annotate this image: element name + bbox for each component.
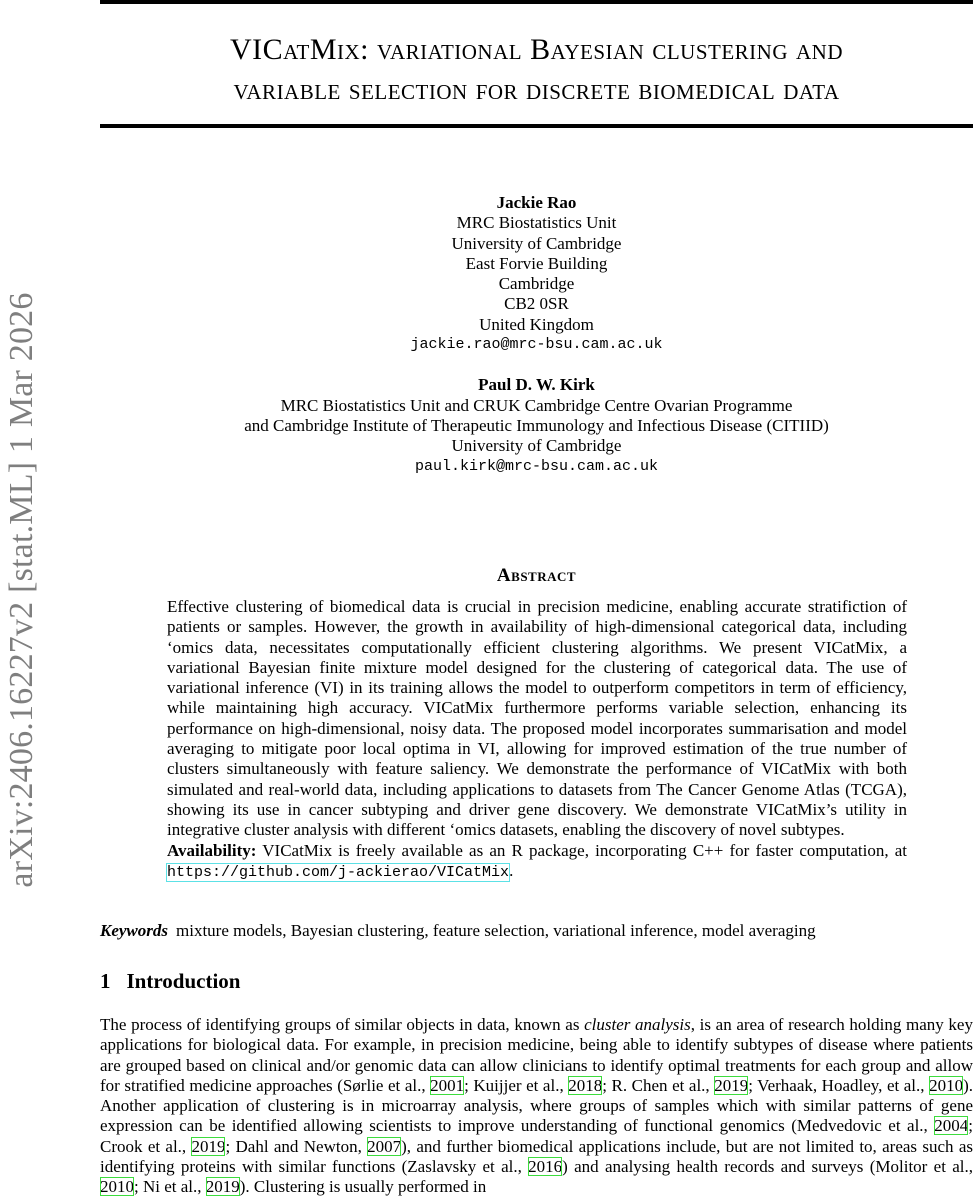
title-line-1: VICatMix: variational Bayesian clustering and [229,33,843,66]
arxiv-identifier-stamp: arXiv:2406.16227v2 [stat.ML] 1 Mar 2026 [3,292,40,888]
keywords-line [100,921,973,941]
section-title: Introduction [126,969,241,993]
availability-statement [167,841,907,884]
citation-link[interactable]: 2019 [191,1136,226,1156]
author-affiliation-line: MRC Biostatistics Unit and CRUK Cambridge Centre Ovarian Programme [280,395,793,415]
keywords-text: mixture models, Bayesian clustering, feature selection, variational inference, model averaging [176,921,816,940]
intro-text: ) and analysing health records and surveys (Molitor et al., [562,1157,973,1177]
abstract-body [167,597,907,883]
citation-link[interactable]: 2018 [568,1075,603,1095]
intro-text: ; Dahl and Newton, [225,1136,368,1156]
author-list [100,193,973,497]
author-name: Jackie Rao [496,193,577,212]
citation-link[interactable]: 2004 [934,1116,969,1136]
author-affiliation-line: University of Cambridge [451,233,622,253]
intro-text: ). Clustering is usually performed in [239,1177,487,1197]
section-number: 1 [100,969,111,993]
intro-text: ; Verhaak, Hoadley, et al., [748,1075,930,1095]
author-affiliation-line: MRC Biostatistics Unit [456,213,617,233]
availability-label: Availability: [167,840,257,860]
github-link[interactable]: https://github.com/j-ackierao/VICatMix [167,863,510,881]
author-block [100,193,973,355]
citation-link[interactable]: 2007 [367,1136,402,1156]
intro-text: ). Another application of clustering is in microarray analysis, where groups of samples which with similar patterns of gene expression can be identified allowing scientists to improve understanding of functional genomics (Medvedovic et al., [100,1075,973,1136]
intro-text: ; Kuijjer et al., [464,1075,569,1095]
title-rule-top [100,0,973,4]
intro-text: The process of identifying groups of similar objects in data, known as [100,1015,585,1034]
intro-text: ), and further biomedical applications include, but are not limited to, areas such as identifying proteins with similar functions (Zaslavsky et al., [100,1136,973,1177]
author-affiliation-line: United Kingdom [479,314,594,334]
author-affiliation-line: CB2 0SR [504,294,569,314]
intro-text: ; Ni et al., [134,1177,206,1197]
author-block [100,375,973,476]
author-name: Paul D. W. Kirk [478,375,595,395]
intro-text: , is an area of research holding many key applications for biological data. For example, in precision medicine, being able to identify subtypes of disease where patients are grouped based on clinical and/or genomic data can allow clinicians to identify optimal treatments for each group and allow for stratified medicine approaches (Sørlie et al., [100,1015,973,1095]
citation-link[interactable]: 2016 [528,1157,563,1177]
author-email[interactable]: paul.kirk@mrc-bsu.cam.ac.uk [414,457,659,475]
availability-end: . [509,860,514,880]
intro-text: ; Crook et al., [100,1116,973,1156]
citation-link[interactable]: 2010 [100,1177,134,1197]
citation-link[interactable]: 2019 [205,1177,240,1197]
title-line-2: variable selection for discrete biomedical data [233,73,840,106]
abstract-heading: Abstract [496,565,577,586]
author-affiliation-line: University of Cambridge [451,436,622,456]
author-email[interactable]: jackie.rao@mrc-bsu.cam.ac.uk [410,336,663,354]
section-heading-introduction [100,969,240,994]
paper-title [100,30,973,110]
citation-link[interactable]: 2019 [714,1075,749,1095]
title-rule-bottom [100,124,973,128]
citation-link[interactable]: 2001 [430,1075,465,1095]
citation-link[interactable]: 2010 [929,1075,964,1095]
availability-text: VICatMix is freely available as an R package, incorporating C++ for faster computation, at [262,840,907,860]
introduction-paragraph [100,1015,973,1198]
author-affiliation-line: Cambridge [498,274,575,294]
intro-emphasis: cluster analysis [584,1015,691,1034]
author-affiliation-line: and Cambridge Institute of Therapeutic Immunology and Infectious Disease (CITIID) [244,415,829,435]
keywords-label: Keywords [100,921,168,940]
author-affiliation-line: East Forvie Building [465,253,608,273]
abstract-text: Effective clustering of biomedical data is crucial in precision medicine, enabling accurate stratifiction of patients or samples. However, the growth in availability of high-dimensional categorical data, including ‘omics data, necessitates computationally efficient clustering algorithms. We present VICatMix, a variational Bayesian finite mixture model designed for the clustering of categorical data. The use of variational inference (VI) in its training allows the model to outperform competitors in term of efficiency, while maintaining high accuracy. VICatMix furthermore performs variable selection, enhancing its performance on high-dimensional, noisy data. The proposed model incorporates summarisation and model averaging to mitigate poor local optima in VI, allowing for improved estimation of the true number of clusters simultaneously with feature saliency. We demonstrate the performance of VICatMix with both simulated and real-world data, including applications to datasets from The Cancer Genome Atlas (TCGA), showing its use in cancer subtyping and driver gene discovery. We demonstrate VICatMix’s utility in integrative cluster analysis with different ‘omics datasets, enabling the discovery of novel subtypes. [167,597,907,840]
intro-text: ; R. Chen et al., [602,1075,715,1095]
